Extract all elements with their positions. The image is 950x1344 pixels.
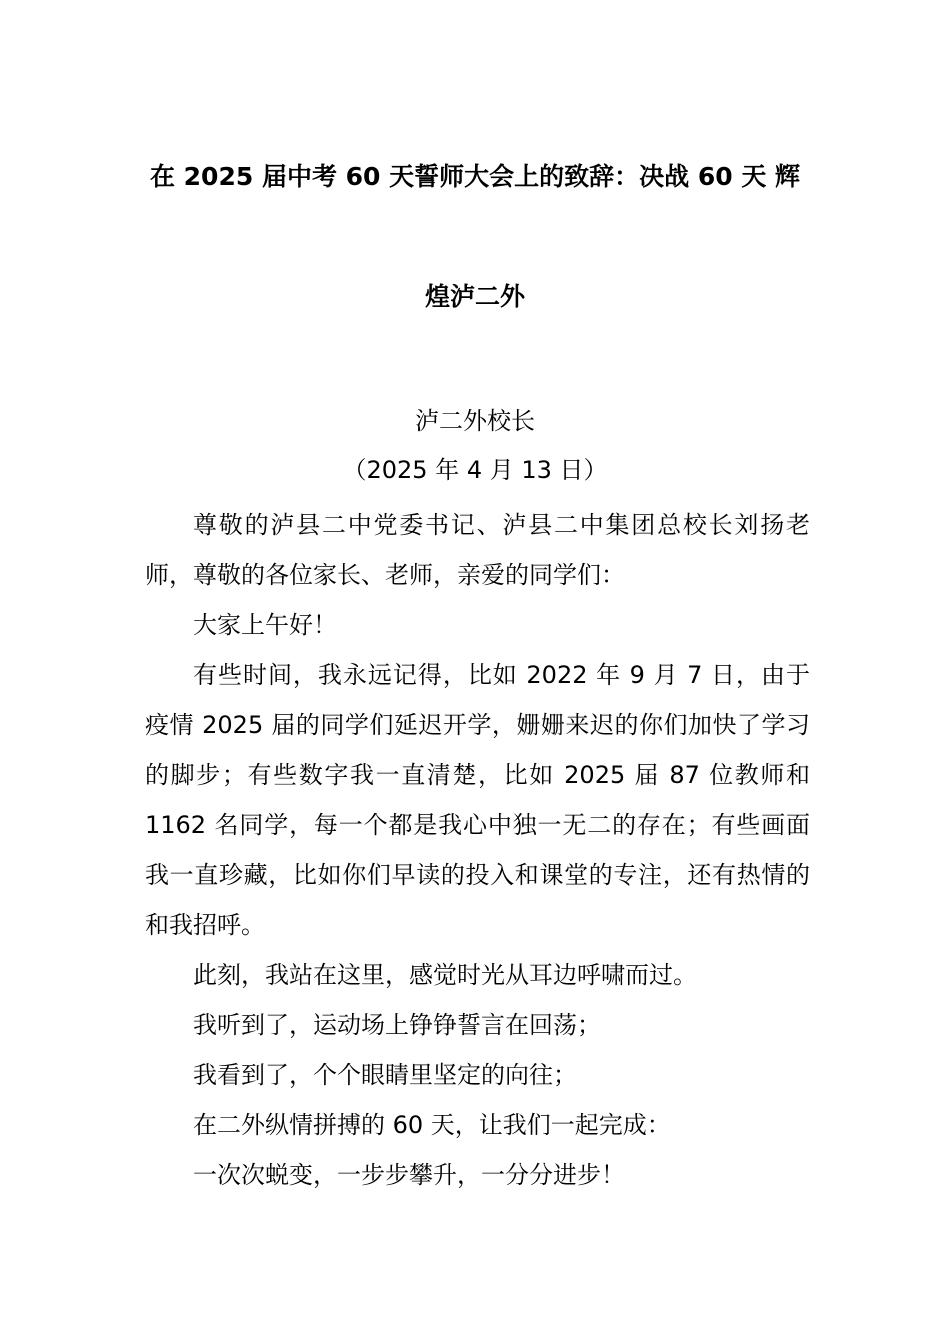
document-body xyxy=(145,500,810,1200)
paragraph-greeting: 尊敬的泸县二中党委书记、泸县二中集团总校长刘扬老师，尊敬的各位家长、老师，亲爱的同学们： xyxy=(145,511,810,589)
paragraph-hello: 大家上午好！ xyxy=(193,611,337,639)
paragraph-seen: 我看到了，个个眼睛里坚定的向往； xyxy=(193,1061,577,1089)
document-title-line-1: 在 2025 届中考 60 天誓师大会上的致辞：决战 60 天 辉 xyxy=(149,162,801,191)
paragraph-heard: 我听到了，运动场上铮铮誓言在回荡； xyxy=(193,1011,601,1039)
paragraph-60-days: 在二外纵情拼搏的 60 天，让我们一起完成： xyxy=(193,1111,671,1139)
author-line: 泸二外校长 xyxy=(415,407,535,435)
paragraph-progress: 一次次蜕变，一步步攀升，一分分进步！ xyxy=(193,1161,625,1189)
document-title-line-2: 煌泸二外 xyxy=(424,282,525,311)
paragraph-moment: 此刻，我站在这里，感觉时光从耳边呼啸而过。 xyxy=(193,961,697,989)
paragraph-memories: 有些时间，我永远记得，比如 2022 年 9 月 7 日，由于疫情 2025 届的同学们延迟开学，姗姗来迟的你们加快了学习的脚步；有些数字我一直清楚，比如 2025 届 87 位教师和 1162 名同学，每一个都是我心中独一无二的存在；有些画面我一直珍藏，比如你们早读的投入和课堂的专注，还有热情的和我招呼。 xyxy=(145,661,810,939)
date-line: （2025 年 4 月 13 日） xyxy=(342,456,608,484)
